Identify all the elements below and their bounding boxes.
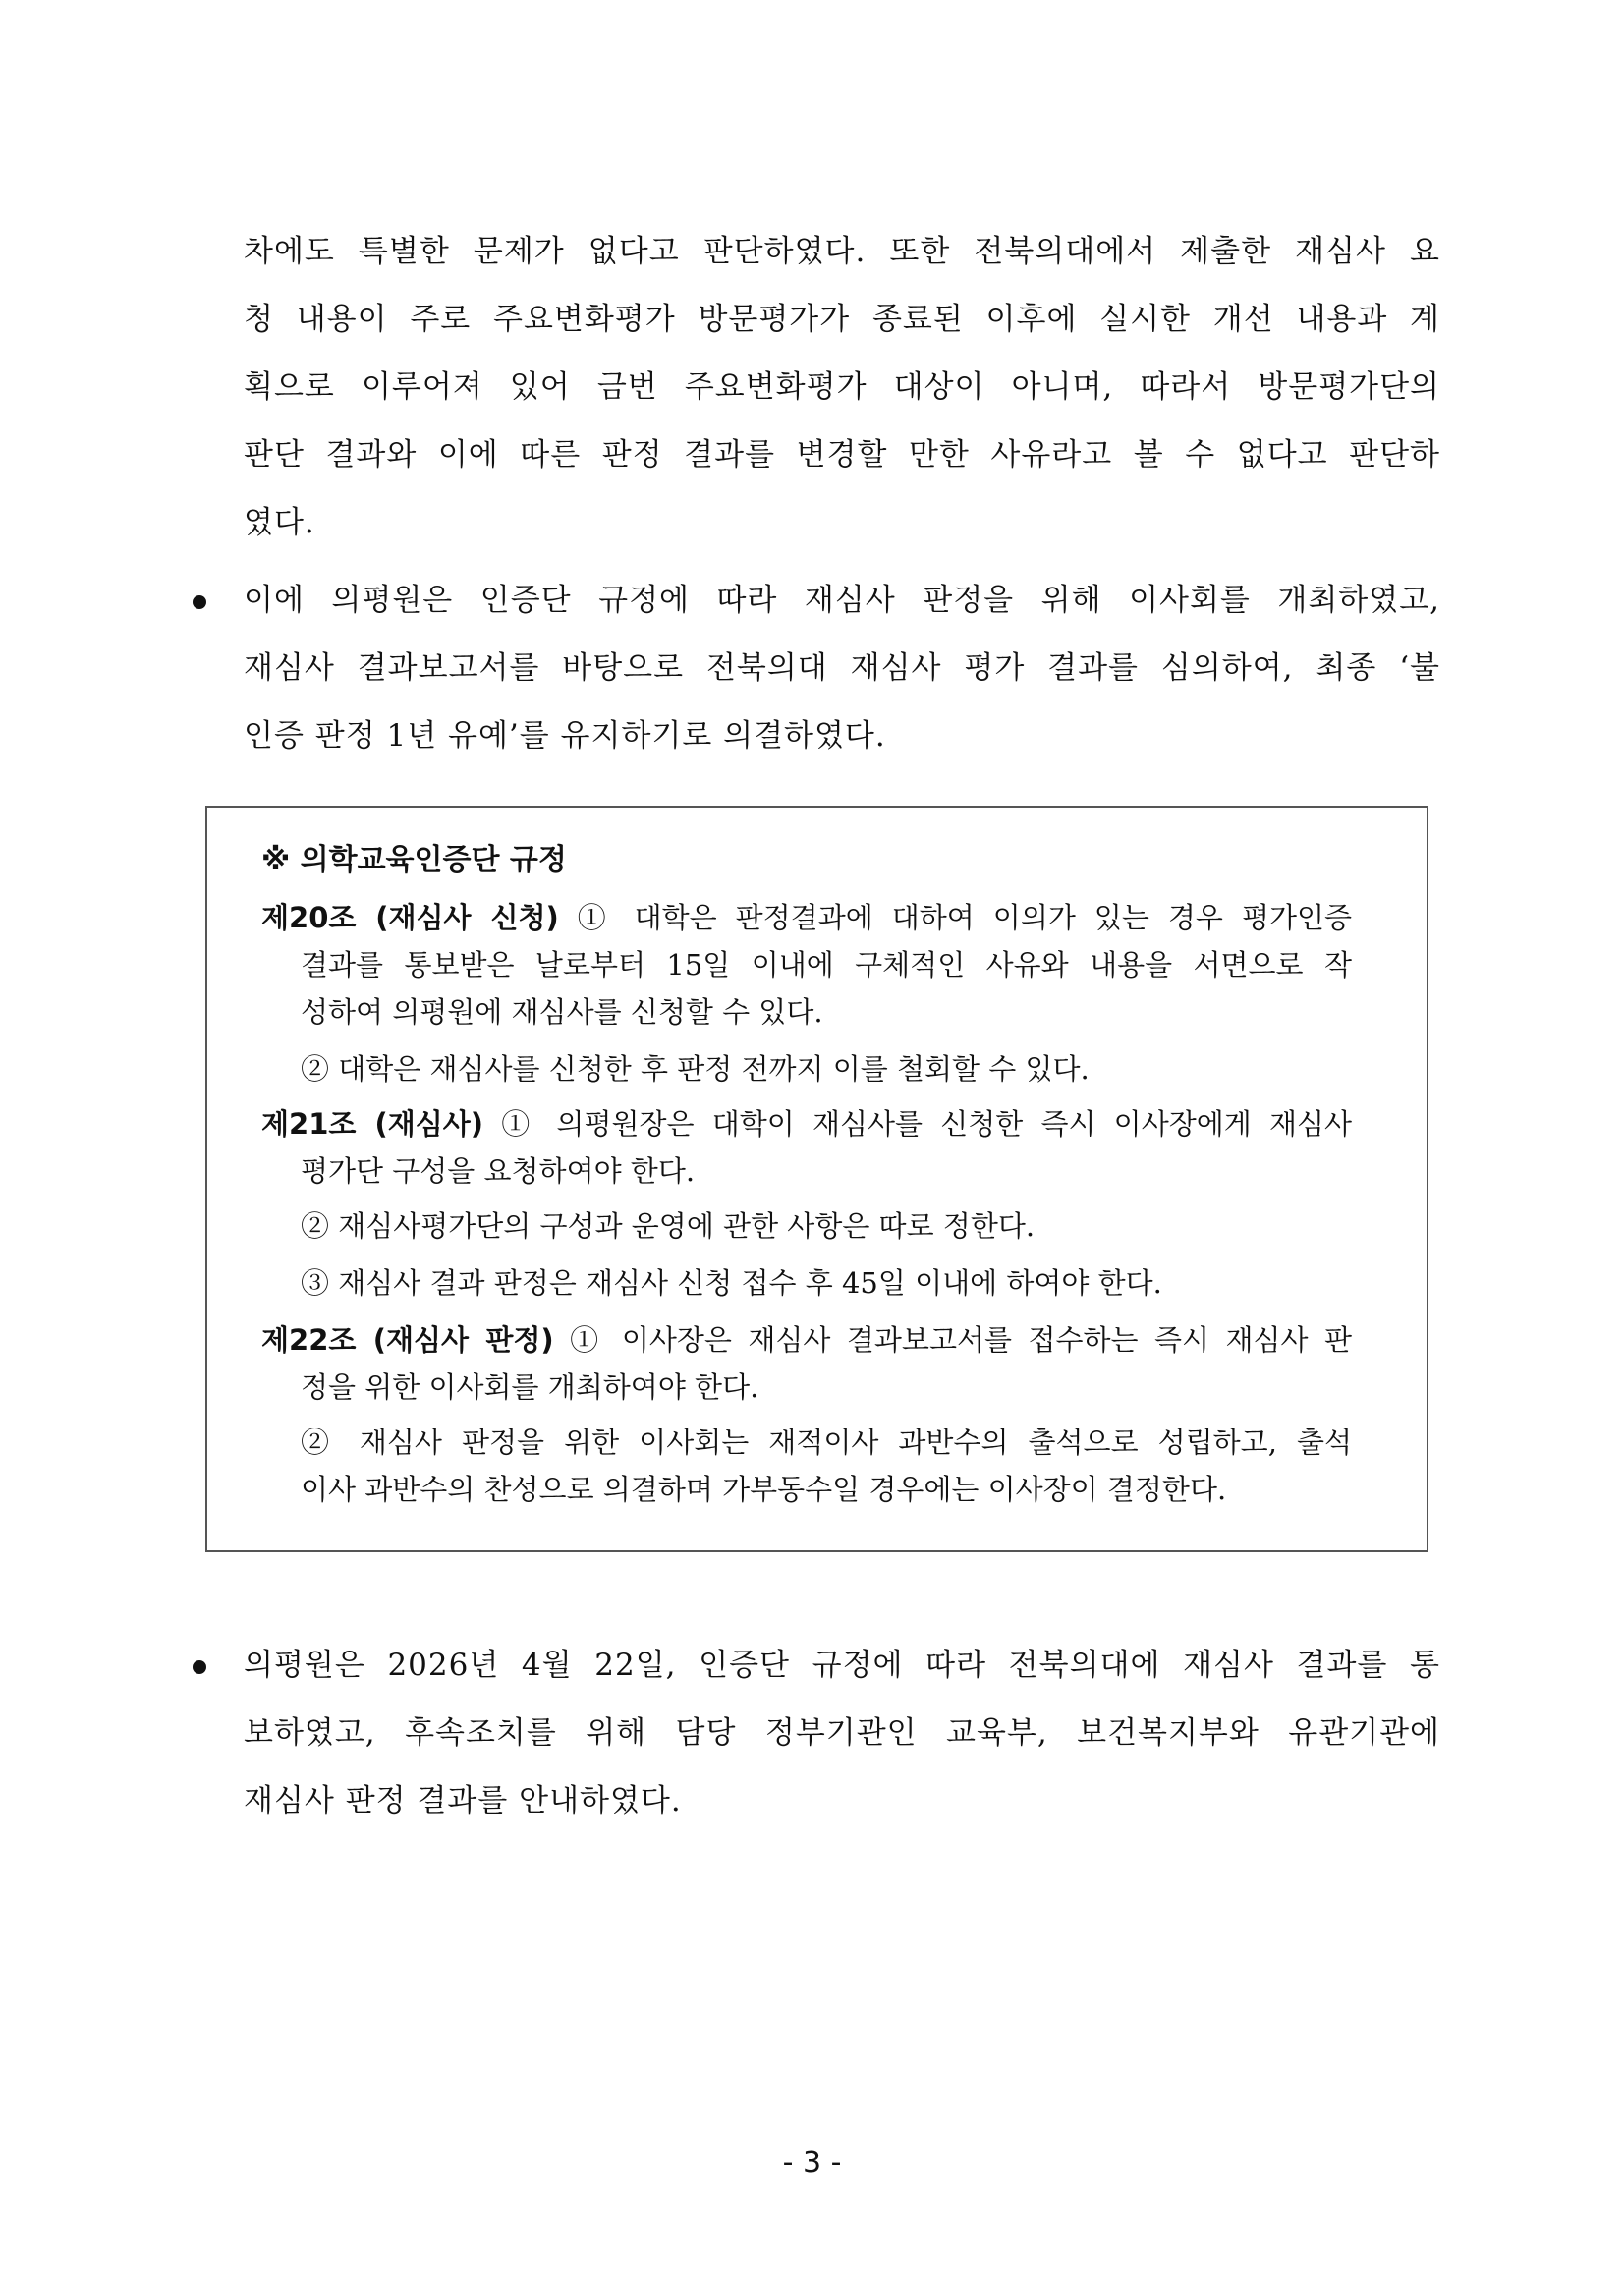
text-line: 판단 결과와 이에 따른 판정 결과를 변경할 만한 사유라고 볼 수 없다고 판단하 <box>244 437 1440 473</box>
bullet-paragraph-notification <box>244 1632 1440 1835</box>
text-line: 재심사 결과보고서를 바탕으로 전북의대 재심사 평가 결과를 심의하여, 최종 ‘불 <box>244 650 1440 686</box>
article-22-line-2: 정을 위한 이사회를 개최하여야 한다. <box>301 1371 759 1404</box>
article-22-text: ① 이사장은 재심사 결과보고서를 접수하는 즉시 재심사 판 <box>553 1323 1353 1357</box>
text-line: 획으로 이루어져 있어 금번 주요변화평가 대상이 아니며, 따라서 방문평가단의 <box>244 369 1440 405</box>
article-22-item-2-line-2: 이사 과반수의 찬성으로 의결하며 가부동수일 경우에는 이사장이 결정한다. <box>301 1473 1227 1506</box>
bullet-icon <box>193 1660 206 1674</box>
article-21-line-2: 평가단 구성을 요청하여야 한다. <box>301 1154 696 1188</box>
text-line: 이에 의평원은 인증단 규정에 따라 재심사 판정을 위해 이사회를 개최하였고, <box>244 583 1440 618</box>
article-22-item-2 <box>301 1419 1352 1513</box>
article-21 <box>261 1100 1352 1195</box>
article-20-line-2: 결과를 통보받은 날로부터 15일 이내에 구체적인 사유와 내용을 서면으로 작 <box>301 948 1352 981</box>
text-line: 차에도 특별한 문제가 없다고 판단하였다. 또한 전북의대에서 제출한 재심사 요 <box>244 234 1440 269</box>
text-line: 청 내용이 주로 주요변화평가 방문평가가 종료된 이후에 실시한 개선 내용과 계 <box>244 302 1440 337</box>
text-line: 였다. <box>244 505 315 540</box>
article-20-line-3: 성하여 의평원에 재심사를 신청할 수 있다. <box>301 995 823 1029</box>
article-21-item-2: ② 재심사평가단의 구성과 운영에 관한 사항은 따로 정한다. <box>301 1209 1036 1243</box>
article-21-line-1 <box>261 1100 1352 1148</box>
text-line: 재심사 판정 결과를 안내하였다. <box>244 1783 682 1819</box>
article-22-line-1 <box>261 1316 1352 1364</box>
article-22-item-2-line-1: ② 재심사 판정을 위한 이사회는 재적이사 과반수의 출석으로 성립하고, 출석 <box>301 1426 1352 1459</box>
continued-paragraph <box>244 218 1440 557</box>
regulation-box-title: ※ 의학교육인증단 규정 <box>261 843 567 877</box>
article-21-item-3: ③ 재심사 결과 판정은 재심사 신청 접수 후 45일 이내에 하여야 한다. <box>301 1266 1162 1300</box>
text-line: 보하였고, 후속조치를 위해 담당 정부기관인 교육부, 보건복지부와 유관기관에 <box>244 1715 1440 1751</box>
article-20-item-2: ② 대학은 재심사를 신청한 후 판정 전까지 이를 철회할 수 있다. <box>301 1052 1090 1086</box>
bullet-paragraph-decision <box>244 567 1440 770</box>
article-20-head: 제20조 (재심사 신청) <box>261 901 559 934</box>
article-21-head: 제21조 (재심사) <box>261 1107 484 1141</box>
page-number: - 3 - <box>782 2146 842 2180</box>
article-22-head: 제22조 (재심사 판정) <box>261 1323 554 1357</box>
article-20 <box>261 894 1352 1036</box>
article-22 <box>261 1316 1352 1411</box>
bullet-icon <box>193 595 206 609</box>
text-line: 인증 판정 1년 유예’를 유지하기로 의결하였다. <box>244 718 886 754</box>
article-20-text: ① 대학은 판정결과에 대하여 이의가 있는 경우 평가인증 <box>558 901 1353 934</box>
text-line: 의평원은 2026년 4월 22일, 인증단 규정에 따라 전북의대에 재심사 결과를 통 <box>244 1648 1440 1683</box>
article-20-line-1 <box>261 894 1352 941</box>
article-21-text: ① 의평원장은 대학이 재심사를 신청한 즉시 이사장에게 재심사 <box>483 1107 1353 1141</box>
regulation-box <box>205 806 1428 1552</box>
